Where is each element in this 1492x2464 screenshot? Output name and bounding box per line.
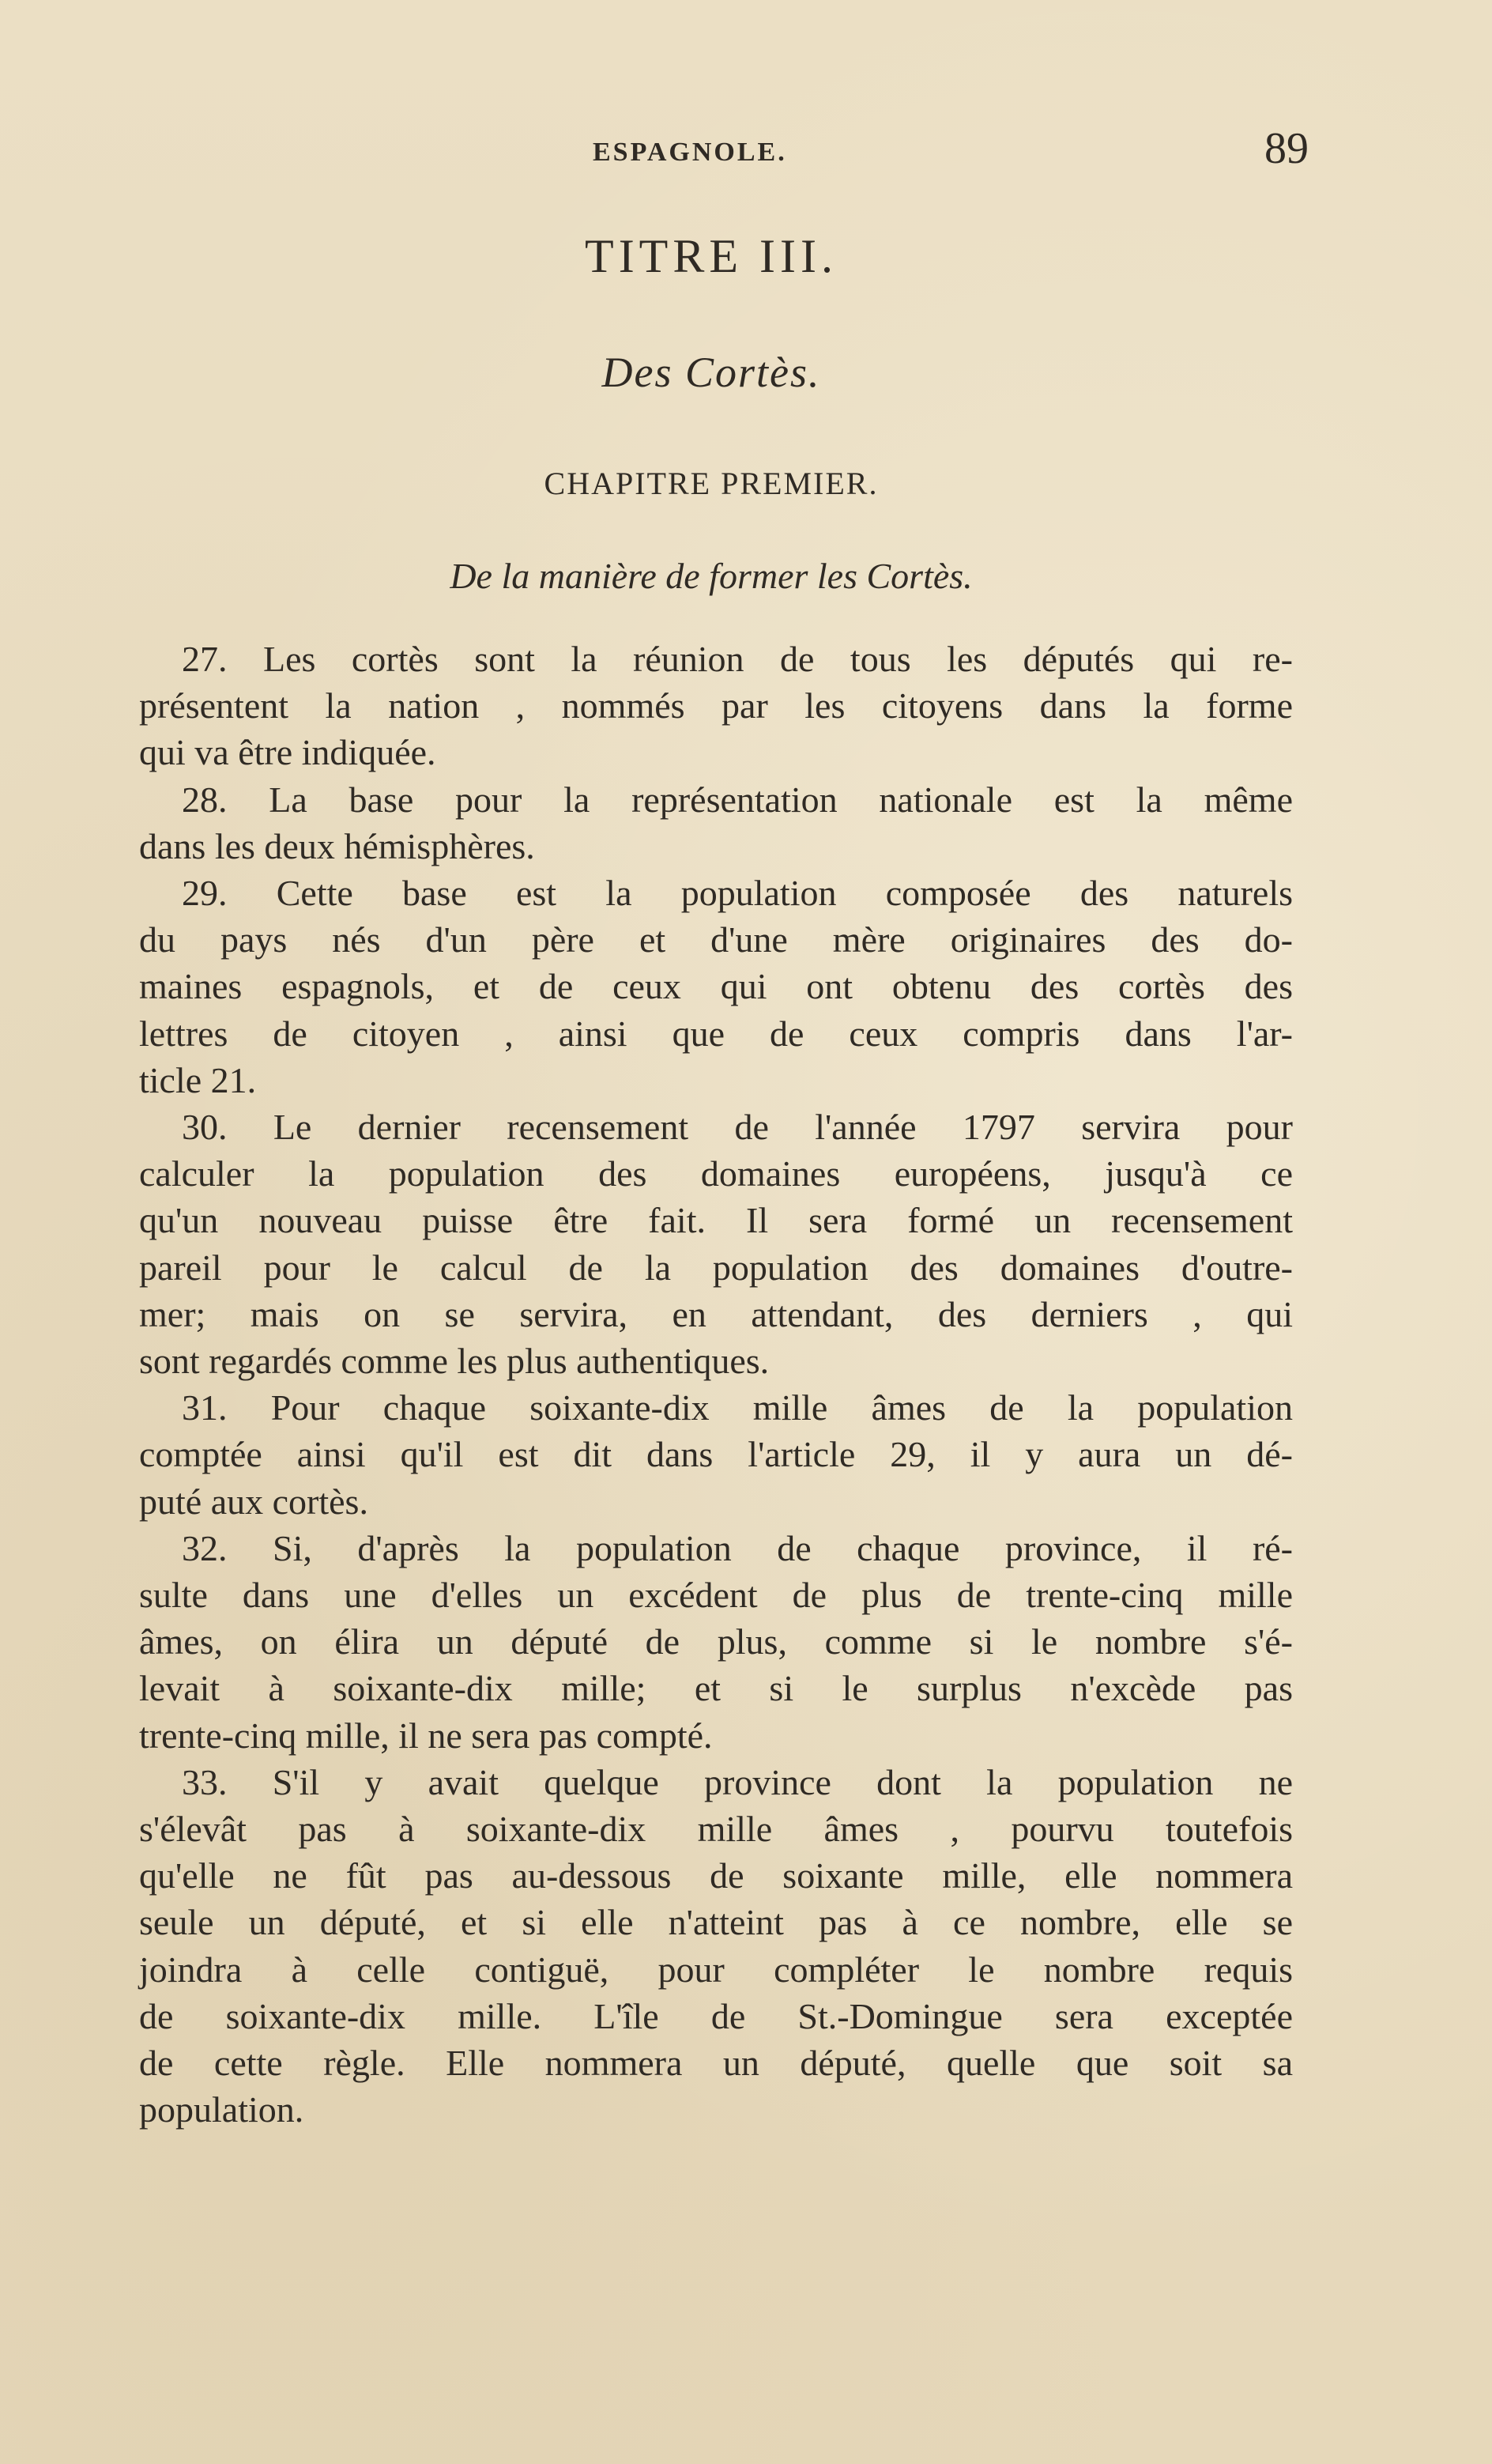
text-line: mer; mais on se servira, en attendant, des derniers , qui xyxy=(139,1293,1293,1334)
page-header xyxy=(139,124,1309,180)
text-line: dans les deux hémisphères. xyxy=(139,825,535,866)
text-line: 31. Pour chaque soixante-dix mille âmes de la population xyxy=(182,1387,1293,1428)
text-line: de cette règle. Elle nommera un député, quelle que soit sa xyxy=(139,2043,1293,2084)
text-line: pareil pour le calcul de la population des domaines d'outre- xyxy=(139,1247,1293,1288)
text-line: de soixante-dix mille. L'île de St.-Domingue sera exceptée xyxy=(139,1995,1293,2036)
text-line: joindra à celle contiguë, pour compléter le nombre requis xyxy=(139,1949,1293,1990)
text-line: s'élevât pas à soixante-dix mille âmes , pourvu toutefois xyxy=(139,1809,1293,1850)
text-line: sont regardés comme les plus authentiques. xyxy=(139,1341,770,1382)
text-line: seule un député, et si elle n'atteint pas à ce nombre, elle se xyxy=(139,1902,1293,1943)
text-line: qu'un nouveau puisse être fait. Il sera formé un recensement xyxy=(139,1200,1293,1241)
text-line: 32. Si, d'après la population de chaque province, il ré- xyxy=(182,1527,1293,1568)
text-line: 28. La base pour la représentation nationale est la même xyxy=(182,779,1293,820)
page-number: 89 xyxy=(1264,124,1309,173)
body-text xyxy=(139,636,1293,2134)
text-line: 30. Le dernier recensement de l'année 1797 servira pour xyxy=(182,1107,1293,1148)
running-head: ESPAGNOLE. xyxy=(593,138,787,167)
text-line: sulte dans une d'elles un excédent de plus de trente-cinq mille xyxy=(139,1575,1293,1616)
text-line: qu'elle ne fût pas au-dessous de soixante mille, elle nommera xyxy=(139,1855,1293,1896)
section-subtitle: Des Cortès. xyxy=(601,349,821,396)
text-line: du pays nés d'un père et d'une mère originaires des do- xyxy=(139,919,1293,960)
text-line: puté aux cortès. xyxy=(139,1481,368,1522)
text-line: levait à soixante-dix mille; et si le surplus n'excède pas xyxy=(139,1668,1293,1709)
text-line: qui va être indiquée. xyxy=(139,732,436,773)
text-line: calculer la population des domaines européens, jusqu'à ce xyxy=(139,1153,1293,1194)
chapter-subheading: De la manière de former les Cortès. xyxy=(450,556,973,596)
text-line: comptée ainsi qu'il est dit dans l'article 29, il y aura un dé- xyxy=(139,1434,1293,1475)
text-line: ticle 21. xyxy=(139,1059,257,1100)
text-line: maines espagnols, et de ceux qui ont obtenu des cortès des xyxy=(139,966,1293,1007)
text-line: présentent la nation , nommés par les citoyens dans la forme xyxy=(139,685,1293,726)
chapter-heading: CHAPITRE PREMIER. xyxy=(544,466,879,501)
section-title: TITRE III. xyxy=(585,230,838,282)
text-line: âmes, on élira un député de plus, comme si le nombre s'é- xyxy=(139,1621,1293,1662)
text-line: lettres de citoyen , ainsi que de ceux compris dans l'ar- xyxy=(139,1013,1293,1054)
text-line: 27. Les cortès sont la réunion de tous les députés qui re- xyxy=(182,639,1293,679)
text-line: 33. S'il y avait quelque province dont la population ne xyxy=(182,1761,1293,1802)
text-line: 29. Cette base est la population composée des naturels xyxy=(182,873,1293,914)
text-line: population. xyxy=(139,2089,304,2130)
text-line: trente-cinq mille, il ne sera pas compté. xyxy=(139,1715,713,1756)
